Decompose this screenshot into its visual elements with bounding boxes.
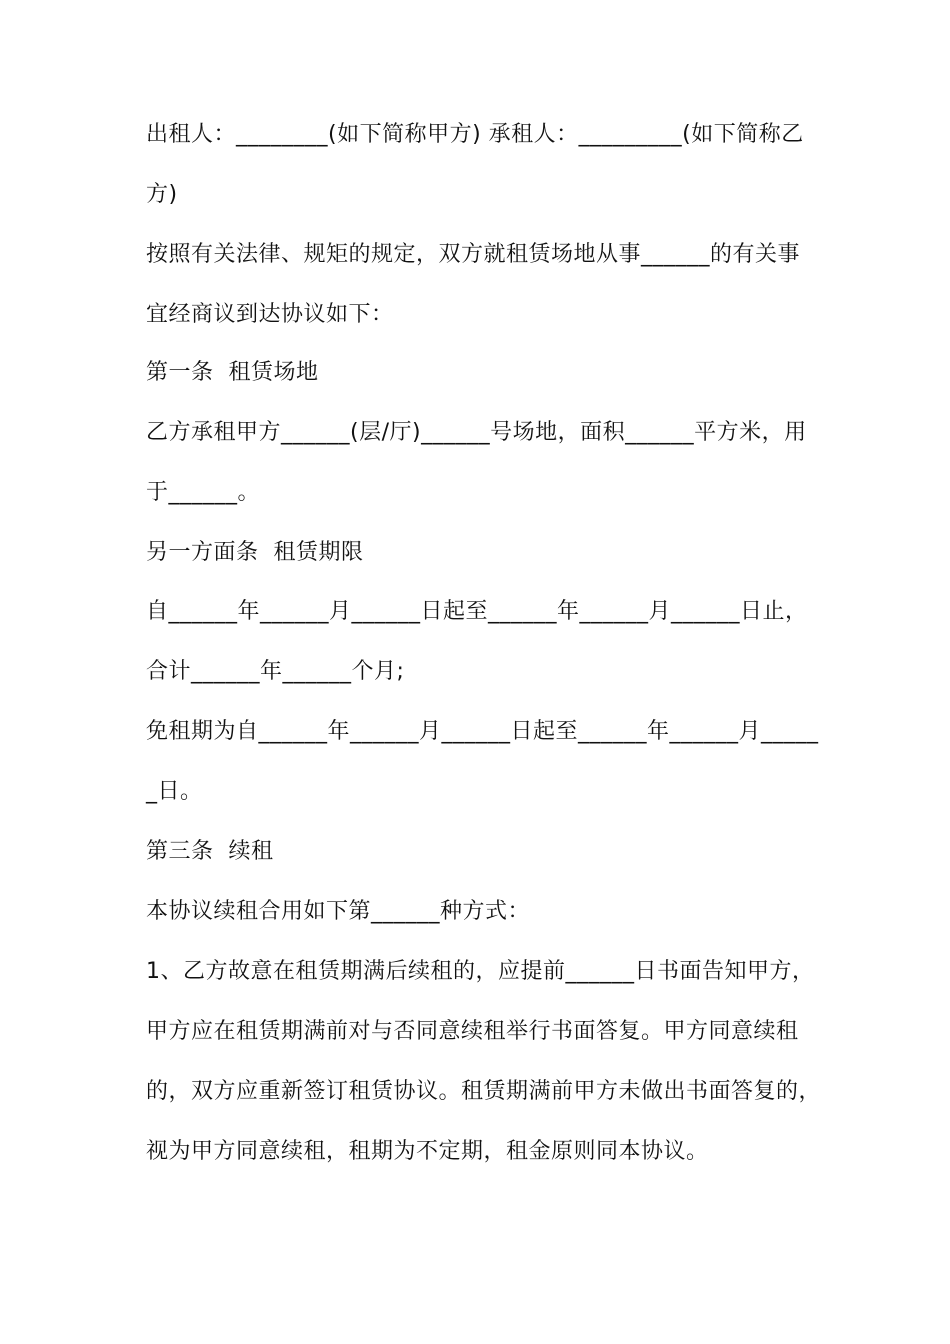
renewal-clause-1-line-4: 视为甲方同意续租，租期为不定期，租金原则同本协议。	[146, 1139, 709, 1164]
preamble-line-cont: 宜经商议到达协议如下：	[146, 302, 394, 327]
article-3-heading: 第三条 续租	[146, 839, 274, 864]
rent-free-line: 免租期为自______年______月______日起至______年______月_____	[146, 719, 819, 744]
renewal-clause-1-line-3: 的，双方应重新签订租赁协议。租赁期满前甲方未做出书面答复的，	[146, 1079, 822, 1104]
lessor-lessee-line: 出租人：________(如下简称甲方) 承租人：_________(如下简称乙	[146, 122, 804, 147]
lease-term-total-line: 合计______年______个月;	[146, 659, 405, 684]
article-1-text: 乙方承租甲方______(层/厅)______号场地，面积______平方米，用	[146, 420, 807, 445]
lease-term-line: 自______年______月______日起至______年______月______日止，	[146, 599, 808, 624]
preamble-line: 按照有关法律、规矩的规定，双方就租赁场地从事______的有关事	[146, 242, 801, 267]
lessor-lessee-line-cont: 方)	[146, 182, 178, 207]
article-1-text-cont: 于______。	[146, 480, 261, 505]
renewal-clause-1-line-2: 甲方应在租赁期满前对与否同意续租举行书面答复。甲方同意续租	[146, 1019, 799, 1044]
article-2-heading: 另一方面条 租赁期限	[146, 540, 364, 565]
renewal-clause-1-line-1: 1、乙方故意在租赁期满后续租的，应提前______日书面告知甲方，	[146, 959, 815, 984]
renewal-intro-line: 本协议续租合用如下第______种方式：	[146, 899, 531, 924]
article-1-heading: 第一条 租赁场地	[146, 360, 319, 385]
rent-free-line-cont: _日。	[146, 779, 203, 804]
